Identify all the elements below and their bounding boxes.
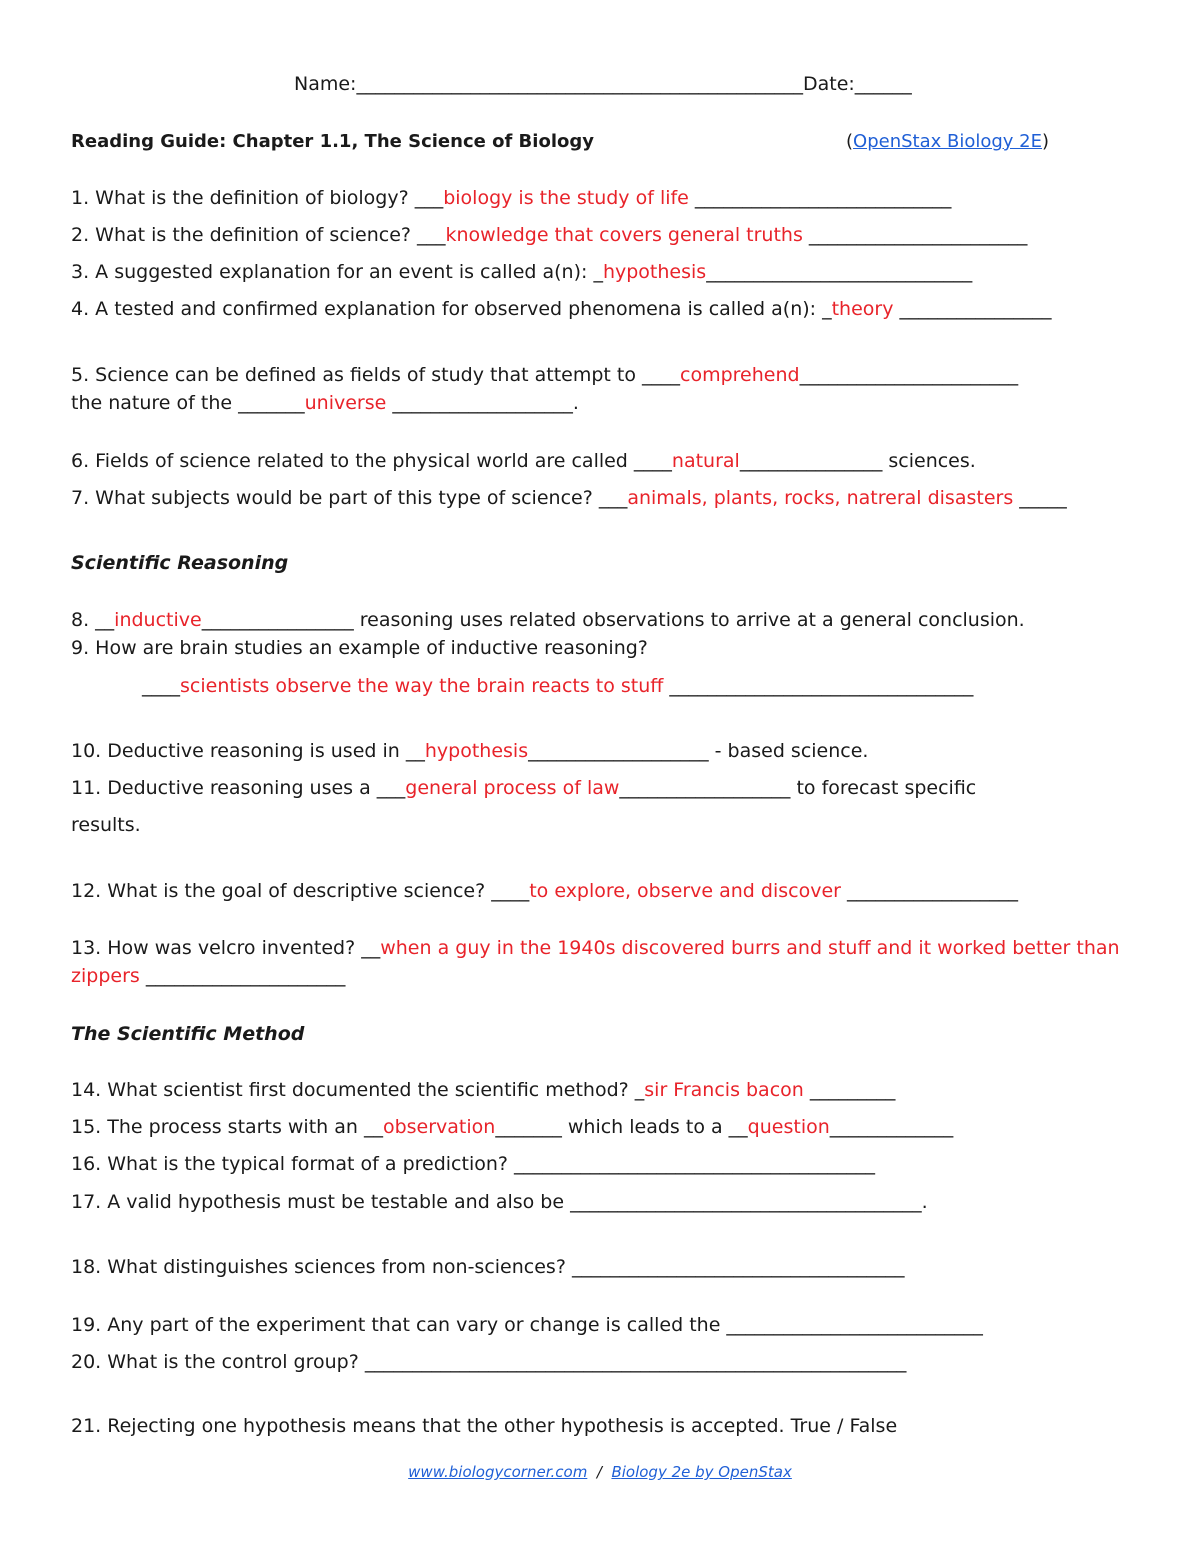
question-9-answer-line: ____scientists observe the way the brain reacts to stuff ________________________________ bbox=[142, 675, 974, 697]
name-blank[interactable]: _______________________________________________ bbox=[356, 73, 803, 95]
answer-9: scientists observe the way the brain reacts to stuff bbox=[180, 675, 664, 697]
footer-separator: / bbox=[587, 1463, 612, 1481]
header-line bbox=[294, 72, 912, 96]
question-12: 12. What is the goal of descriptive science? ____to explore, observe and discover __________________ bbox=[71, 880, 1019, 902]
question-4: 4. A tested and confirmed explanation for observed phenomena is called a(n): _theory ________________ bbox=[71, 298, 1052, 320]
answer-11: general process of law bbox=[405, 777, 620, 799]
page-title: Reading Guide: Chapter 1.1, The Science of Biology bbox=[71, 131, 594, 152]
answer-12: to explore, observe and discover bbox=[529, 880, 841, 902]
biologycorner-link[interactable]: www.biologycorner.com bbox=[408, 1463, 588, 1481]
section-heading-method: The Scientific Method bbox=[71, 1023, 305, 1045]
answer-4: theory bbox=[831, 298, 894, 320]
footer bbox=[0, 1463, 1200, 1481]
answer-5a: comprehend bbox=[680, 364, 800, 386]
question-16: 16. What is the typical format of a prediction? ______________________________________ bbox=[71, 1153, 876, 1175]
question-8: 8. __inductive________________ reasoning uses related observations to arrive at a general conclusion. bbox=[71, 609, 1025, 631]
question-20: 20. What is the control group? _________________________________________________________ bbox=[71, 1351, 907, 1373]
question-11-line2: results. bbox=[71, 814, 141, 836]
answer-1: biology is the study of life bbox=[443, 187, 689, 209]
answer-15b: question bbox=[747, 1116, 830, 1138]
answer-8: inductive bbox=[114, 609, 202, 631]
answer-6: natural bbox=[671, 450, 740, 472]
question-1: 1. What is the definition of biology? ___biology is the study of life ___________________________ bbox=[71, 187, 952, 209]
question-10: 10. Deductive reasoning is used in __hypothesis___________________ - based science. bbox=[71, 740, 869, 762]
answer-10: hypothesis bbox=[424, 740, 529, 762]
question-19: 19. Any part of the experiment that can vary or change is called the ___________________________ bbox=[71, 1314, 983, 1336]
answer-2: knowledge that covers general truths bbox=[445, 224, 803, 246]
question-3: 3. A suggested explanation for an event is called a(n): _hypothesis____________________________ bbox=[71, 261, 973, 283]
question-14: 14. What scientist first documented the scientific method? _sir Francis bacon _________ bbox=[71, 1079, 896, 1101]
question-2: 2. What is the definition of science? ___knowledge that covers general truths _______________________ bbox=[71, 224, 1028, 246]
section-heading-reasoning: Scientific Reasoning bbox=[71, 552, 289, 574]
answer-13: when a guy in the 1940s discovered burrs and stuff and it worked better than bbox=[380, 937, 1120, 959]
answer-3: hypothesis bbox=[602, 261, 707, 283]
question-15: 15. The process starts with an __observation_______ which leads to a __question_____________ bbox=[71, 1116, 954, 1138]
question-13-line2: zippers _____________________ bbox=[71, 965, 346, 987]
name-label: Name: bbox=[294, 73, 357, 95]
question-5: 5. Science can be defined as fields of study that attempt to ____comprehend_______________________ bbox=[71, 364, 1019, 386]
question-5-line2: the nature of the _______universe ___________________. bbox=[71, 392, 579, 414]
answer-7: animals, plants, rocks, natreral disasters bbox=[627, 487, 1014, 509]
question-13: 13. How was velcro invented? __when a guy in the 1940s discovered burrs and stuff and it worked better than bbox=[71, 937, 1120, 959]
answer-14: sir Francis bacon bbox=[644, 1079, 804, 1101]
question-9: 9. How are brain studies an example of inductive reasoning? bbox=[71, 637, 648, 659]
date-label: Date: bbox=[802, 73, 855, 95]
question-18: 18. What distinguishes sciences from non-sciences? ___________________________________ bbox=[71, 1256, 905, 1278]
question-11: 11. Deductive reasoning uses a ___general process of law__________________ to forecast specific bbox=[71, 777, 977, 799]
date-blank[interactable]: ______ bbox=[854, 73, 912, 95]
question-6: 6. Fields of science related to the physical world are called ____natural_______________ sciences. bbox=[71, 450, 976, 472]
answer-13-cont: zippers bbox=[71, 965, 140, 987]
question-21: 21. Rejecting one hypothesis means that the other hypothesis is accepted. True / False bbox=[71, 1415, 898, 1437]
answer-5b: universe bbox=[304, 392, 387, 414]
source-reference: (OpenStax Biology 2E) bbox=[846, 131, 1050, 152]
answer-15a: observation bbox=[382, 1116, 496, 1138]
question-7: 7. What subjects would be part of this type of science? ___animals, plants, rocks, natreral disasters _____ bbox=[71, 487, 1067, 509]
openstax-footer-link[interactable]: Biology 2e by OpenStax bbox=[611, 1463, 792, 1481]
openstax-link[interactable]: OpenStax Biology 2E bbox=[853, 131, 1042, 152]
question-17: 17. A valid hypothesis must be testable and also be _____________________________________. bbox=[71, 1191, 928, 1213]
